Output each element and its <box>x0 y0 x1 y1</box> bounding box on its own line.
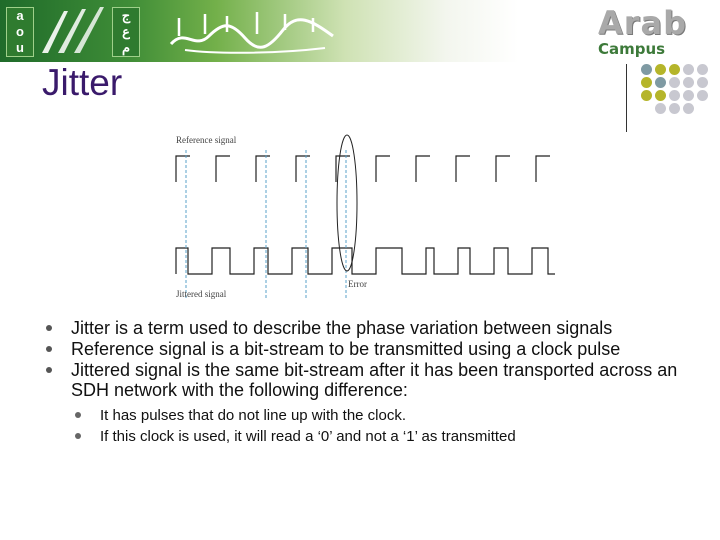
logo-letter: ع <box>122 24 130 39</box>
sub-bullet-item: It has pulses that do not line up with the clock. <box>71 405 696 426</box>
bullet-item: Jitter is a term used to describe the phase variation between signals <box>46 318 696 338</box>
reference-signal-waveform <box>176 156 550 182</box>
decorative-dot <box>683 103 694 114</box>
decorative-dot <box>655 77 666 88</box>
jitter-diagram <box>170 128 555 304</box>
logo-letter: ج <box>121 8 131 23</box>
arab-campus-logo <box>590 4 710 58</box>
brand-top-text: Arab <box>598 4 688 42</box>
sub-bullet-list <box>71 405 696 447</box>
decorative-dot <box>697 64 708 75</box>
jittered-signal-label: Jittered signal <box>176 289 227 299</box>
decorative-dot <box>669 77 680 88</box>
logo-letter: a <box>16 8 24 23</box>
decorative-dot <box>683 77 694 88</box>
bullet-text: Jittered signal is the same bit-stream after it has been transported across an SDH network with the following difference: <box>71 360 678 400</box>
bullet-list <box>46 318 696 448</box>
decorative-dot <box>669 103 680 114</box>
bullet-item <box>46 360 696 447</box>
decorative-dot <box>669 64 680 75</box>
logo-letter: o <box>16 24 24 39</box>
reference-signal-label: Reference signal <box>176 135 237 145</box>
decorative-dot <box>655 90 666 101</box>
title-divider <box>626 64 627 132</box>
decorative-dots <box>641 64 720 116</box>
brand-bottom-text: Campus <box>598 40 666 58</box>
university-logo-right <box>112 7 140 57</box>
decorative-dot <box>641 77 652 88</box>
decorative-dot <box>669 90 680 101</box>
sub-bullet-item: If this clock is used, it will read a ‘0’ and not a ‘1’ as transmitted <box>71 426 696 447</box>
decorative-dot <box>683 64 694 75</box>
university-emblem-icon <box>38 5 106 57</box>
decorative-dot <box>655 103 666 114</box>
university-logo-left <box>6 7 34 57</box>
logo-letter: م <box>121 40 131 55</box>
bullet-item: Reference signal is a bit-stream to be transmitted using a clock pulse <box>46 339 696 359</box>
page-title: Jitter <box>42 62 123 103</box>
jittered-signal-waveform <box>176 248 555 274</box>
decorative-dot <box>697 77 708 88</box>
logo-letter: u <box>16 40 24 55</box>
decorative-dot <box>697 90 708 101</box>
decorative-dot <box>683 90 694 101</box>
arabic-calligraphy-icon <box>165 6 340 56</box>
decorative-dot <box>641 64 652 75</box>
decorative-dot <box>655 64 666 75</box>
decorative-dot <box>641 90 652 101</box>
error-highlight-ellipse <box>337 135 357 271</box>
error-label: Error <box>348 279 367 289</box>
header-banner <box>0 0 720 62</box>
